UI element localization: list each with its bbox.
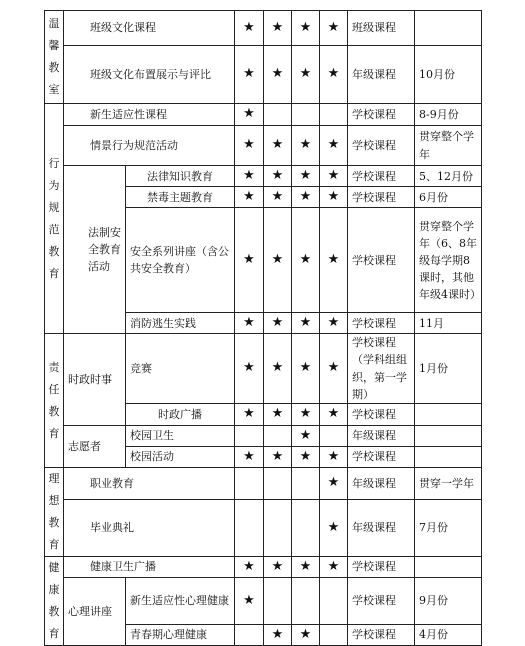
grade-star: ★ xyxy=(264,208,292,313)
course-time xyxy=(415,11,482,46)
table-row xyxy=(45,334,482,403)
grade-star xyxy=(292,467,320,499)
course-time: 10月份 xyxy=(415,46,482,104)
grade-star: ★ xyxy=(235,46,264,104)
table-row xyxy=(45,425,482,446)
grade-star: ★ xyxy=(264,166,292,187)
grade-star: ★ xyxy=(292,166,320,187)
course-time xyxy=(415,556,482,577)
grade-star: ★ xyxy=(235,208,264,313)
course-type: 年级课程 xyxy=(348,500,415,557)
course-item: 校园活动 xyxy=(126,446,235,467)
course-time xyxy=(415,403,482,425)
grade-star: ★ xyxy=(320,334,348,403)
grade-star: ★ xyxy=(235,187,264,208)
course-type: 学校课程 xyxy=(348,166,415,187)
grade-star: ★ xyxy=(320,556,348,577)
table-row xyxy=(45,126,482,166)
course-item: 职业教育 xyxy=(64,467,235,499)
grade-star xyxy=(264,467,292,499)
grade-star: ★ xyxy=(264,11,292,46)
course-item: 安全系列讲座（含公共安全教育） xyxy=(126,208,235,313)
grade-star: ★ xyxy=(235,334,264,403)
grade-star: ★ xyxy=(292,446,320,467)
grade-star: ★ xyxy=(320,403,348,425)
course-item: 健康卫生广播 xyxy=(64,556,235,577)
grade-star xyxy=(320,425,348,446)
course-item: 班级文化布置展示与评比 xyxy=(64,46,235,104)
table-row xyxy=(45,467,482,499)
course-type: 学校课程 xyxy=(348,578,415,625)
course-type: 年级课程 xyxy=(348,467,415,499)
course-time: 9月份 xyxy=(415,578,482,625)
course-item: 时政广播 xyxy=(126,403,235,425)
grade-star: ★ xyxy=(292,46,320,104)
course-type: 年级课程 xyxy=(348,425,415,446)
course-type: 年级课程 xyxy=(348,46,415,104)
course-time xyxy=(415,446,482,467)
course-item: 校园卫生 xyxy=(126,425,235,446)
grade-star: ★ xyxy=(320,467,348,499)
course-item: 禁毒主题教育 xyxy=(126,187,235,208)
grade-star: ★ xyxy=(292,11,320,46)
course-item: 竞赛 xyxy=(126,334,235,403)
grade-star: ★ xyxy=(264,187,292,208)
course-time: 贯穿一学年 xyxy=(415,467,482,499)
course-time: 1月份 xyxy=(415,334,482,403)
grade-star: ★ xyxy=(292,208,320,313)
grade-star: ★ xyxy=(292,313,320,334)
grade-star: ★ xyxy=(320,500,348,557)
course-time xyxy=(415,425,482,446)
table-row xyxy=(45,104,482,126)
grade-star xyxy=(320,578,348,625)
grade-star: ★ xyxy=(264,446,292,467)
category-cell: 行 为 规 范 教 育 xyxy=(45,104,64,334)
grade-star: ★ xyxy=(320,313,348,334)
grade-star xyxy=(235,624,264,645)
course-item: 毕业典礼 xyxy=(64,500,235,557)
course-time: 11月 xyxy=(415,313,482,334)
grade-star: ★ xyxy=(320,446,348,467)
course-time: 7月份 xyxy=(415,500,482,557)
grade-star: ★ xyxy=(264,313,292,334)
grade-star: ★ xyxy=(292,425,320,446)
grade-star: ★ xyxy=(292,126,320,166)
grade-star xyxy=(320,104,348,126)
course-type: 学校课程 xyxy=(348,313,415,334)
course-type: 学校课程 xyxy=(348,403,415,425)
grade-star xyxy=(292,104,320,126)
course-time: 贯穿整个学年 xyxy=(415,126,482,166)
course-time: 5、12月份 xyxy=(415,166,482,187)
grade-star xyxy=(264,104,292,126)
grade-star: ★ xyxy=(264,126,292,166)
curriculum-table xyxy=(44,10,482,646)
grade-star: ★ xyxy=(320,126,348,166)
grade-star: ★ xyxy=(235,11,264,46)
course-type: 班级课程 xyxy=(348,11,415,46)
course-type: 学校课程 xyxy=(348,126,415,166)
course-type: 学校课程 xyxy=(348,624,415,645)
grade-star xyxy=(235,467,264,499)
course-type: 学校课程 xyxy=(348,187,415,208)
course-item: 班级文化课程 xyxy=(64,11,235,46)
course-type: 学校课程（学科组组织，第一学期） xyxy=(348,334,415,403)
course-item: 新生适应性课程 xyxy=(64,104,235,126)
course-item: 青春期心理健康 xyxy=(126,624,235,645)
grade-star: ★ xyxy=(264,334,292,403)
grade-star: ★ xyxy=(292,187,320,208)
grade-star: ★ xyxy=(264,46,292,104)
table-row xyxy=(45,11,482,46)
grade-star: ★ xyxy=(320,11,348,46)
subcategory-cell: 志愿者 xyxy=(64,425,126,467)
grade-star: ★ xyxy=(235,313,264,334)
grade-star: ★ xyxy=(235,104,264,126)
subcategory-cell: 心理讲座 xyxy=(64,578,126,646)
course-item: 消防逃生实践 xyxy=(126,313,235,334)
grade-star: ★ xyxy=(235,578,264,625)
subcategory-cell: 时政时事 xyxy=(64,334,126,425)
grade-star xyxy=(235,425,264,446)
table-row xyxy=(45,578,482,625)
grade-star: ★ xyxy=(320,166,348,187)
grade-star: ★ xyxy=(264,624,292,645)
grade-star: ★ xyxy=(264,556,292,577)
grade-star: ★ xyxy=(292,334,320,403)
subcategory-cell: 法制安全教育活动 xyxy=(64,166,126,334)
grade-star: ★ xyxy=(235,403,264,425)
grade-star: ★ xyxy=(292,403,320,425)
grade-star: ★ xyxy=(235,446,264,467)
grade-star: ★ xyxy=(235,556,264,577)
grade-star: ★ xyxy=(235,166,264,187)
course-type: 学校课程 xyxy=(348,208,415,313)
grade-star xyxy=(292,500,320,557)
table-row xyxy=(45,500,482,557)
course-item: 情景行为规范活动 xyxy=(64,126,235,166)
category-cell: 温 馨 教 室 xyxy=(45,11,64,104)
category-cell: 责 任 教 育 xyxy=(45,334,64,467)
course-type: 学校课程 xyxy=(348,104,415,126)
course-time: 6月份 xyxy=(415,187,482,208)
grade-star: ★ xyxy=(320,187,348,208)
grade-star xyxy=(292,578,320,625)
course-time: 8-9月份 xyxy=(415,104,482,126)
course-type: 学校课程 xyxy=(348,556,415,577)
grade-star: ★ xyxy=(292,556,320,577)
grade-star: ★ xyxy=(320,208,348,313)
grade-star: ★ xyxy=(320,46,348,104)
course-item: 法律知识教育 xyxy=(126,166,235,187)
table-row xyxy=(45,46,482,104)
course-time: 4月份 xyxy=(415,624,482,645)
course-time: 贯穿整个学年（6、8年级每学期8课时，其他年级4课时） xyxy=(415,208,482,313)
grade-star xyxy=(320,624,348,645)
grade-star xyxy=(264,578,292,625)
grade-star xyxy=(264,500,292,557)
grade-star xyxy=(264,425,292,446)
table-row xyxy=(45,166,482,187)
category-cell: 健 康 教 育 xyxy=(45,556,64,645)
course-type: 学校课程 xyxy=(348,446,415,467)
course-item: 新生适应性心理健康 xyxy=(126,578,235,625)
grade-star: ★ xyxy=(235,126,264,166)
grade-star: ★ xyxy=(264,403,292,425)
table-row xyxy=(45,556,482,577)
grade-star: ★ xyxy=(292,624,320,645)
grade-star xyxy=(235,500,264,557)
category-cell: 理 想 教 育 xyxy=(45,467,64,556)
